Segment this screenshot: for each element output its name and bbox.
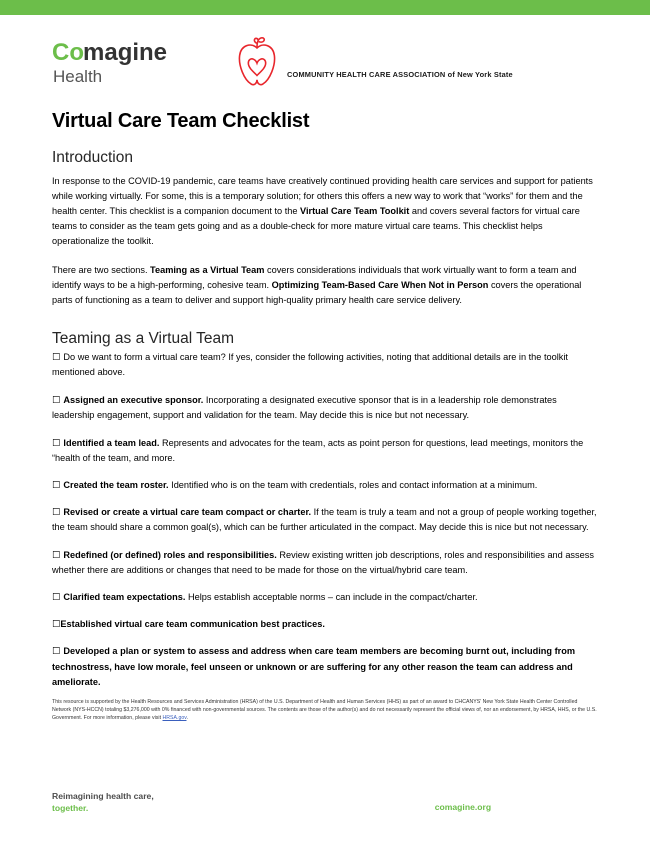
disclaimer-text-end: . <box>186 714 188 721</box>
intro-p2-bold-2: Optimizing Team-Based Care When Not in Person <box>271 279 489 290</box>
comagine-website-link[interactable]: comagine.org <box>434 802 492 812</box>
checklist-item-text: Represents and advocates for the team, acts as point person for questions, lead meetings, monitors the “health of the team, and more. <box>52 437 584 463</box>
footer-banner <box>0 785 650 841</box>
hrsa-link[interactable]: HRSA.gov <box>162 714 187 721</box>
checkbox-icon[interactable]: ☐ <box>52 351 61 363</box>
checklist-item[interactable] <box>52 548 598 578</box>
checklist-item-text: Do we want to form a virtual care team? If yes, consider the following activities, noting that additional details are in the toolkit mentioned above. <box>52 351 568 378</box>
checklist-item-lead: Developed a plan or system to assess and address when care team members are becoming burnt out, including from technostress, have low morale, feel unseen or unknown or are suffering for any other reason the team can address and ameliorate. <box>52 646 575 687</box>
apple-heart-icon <box>235 35 279 87</box>
checklist-item[interactable] <box>52 505 598 535</box>
introduction-heading: Introduction <box>52 149 133 166</box>
funding-disclaimer <box>52 699 598 723</box>
checklist-item-lead: Assigned an executive sponsor. <box>63 395 204 406</box>
page-title: Virtual Care Team Checklist <box>52 110 310 132</box>
intro-p1-part-b: and covers several factors for virtual care teams to consider as the team gets going and as a double-check for more mature virtual care teams. This checklist helps operationalize the toolkit. <box>52 206 580 247</box>
checkbox-icon[interactable]: ☐ <box>52 437 61 449</box>
checkbox-icon[interactable]: ☐ <box>52 395 61 407</box>
chcanys-logo-text: COMMUNITY HEALTH CARE ASSOCIATION of New York State <box>287 70 513 79</box>
checklist-item-text: Incorporating a designated executive sponsor that is in a leadership role demonstrates leadership engagement, support and validation for the team. May decide this is nice but not necessary. <box>52 395 557 421</box>
checklist-item[interactable] <box>52 478 598 493</box>
checklist-item-lead: Clarified team expectations. <box>63 592 186 603</box>
checkbox-icon[interactable]: ☐ <box>52 549 61 561</box>
checklist-item-text: Review existing written job descriptions, roles and responsibilities and assess whether there are additions or changes that need to be made for those on the virtual/hybrid care team. <box>52 549 594 575</box>
disclaimer-text: This resource is supported by the Health Resources and Services Administration (HRSA) of the U.S. Department of Health and Human Services (HHS) as part of an award to CHCANYS’ New York State Health Center Controlled Network (NYS-HCCN) totaling $3,276,000 with 0% financed with non-governmental sources. The contents are those of the author(s) and do not necessarily represent the official views of, nor an endorsement, by HRSA, HHS, or the U.S. Government. For more information, please visit <box>52 699 597 721</box>
checklist-item-lead: Established virtual care team communication best practices. <box>60 619 325 630</box>
checklist-item-text: If the team is truly a team and not a group of people working together, the team should share a common goal(s), which can be further articulated in the compact. May decide this is nice but not necessary. <box>52 507 597 533</box>
checklist-item[interactable] <box>52 617 598 632</box>
checkbox-icon[interactable]: ☐ <box>52 646 61 658</box>
checklist-item-lead: Identified a team lead. <box>63 437 160 448</box>
page-content <box>0 25 650 723</box>
checklist-item-lead: Redefined (or defined) roles and responsibilities. <box>63 549 277 560</box>
intro-p1-part-a: In response to the COVID-19 pandemic, care teams have creatively continued providing health care services and support for patients while working virtually. For some, this is a temporary solution; for others this offers a new way to work that “works” for them and the health center. This checklist is a companion document to the <box>52 175 593 216</box>
section-heading-teaming: Teaming as a Virtual Team <box>52 330 235 348</box>
intro-paragraph-1 <box>52 174 598 250</box>
checklist-item[interactable] <box>52 590 598 605</box>
checkbox-icon[interactable]: ☐ <box>52 480 61 492</box>
checklist-item-text: Identified who is on the team with credentials, roles and contact information at a minimum. <box>168 480 538 491</box>
intro-p2-bold-1: Teaming as a Virtual Team <box>150 264 265 275</box>
svg-text:magine: magine <box>83 39 168 66</box>
checklist-item[interactable] <box>52 393 598 423</box>
comagine-health-logo <box>52 36 192 86</box>
checklist-item-lead: Created the team roster. <box>63 480 169 491</box>
intro-p2-part-b: covers considerations individuals that work virtually want to form a team and identify ways to be a high-performing, cohesive team. <box>52 264 577 290</box>
checkbox-icon[interactable]: ☐ <box>52 507 61 519</box>
top-green-bar <box>0 0 650 15</box>
tagline-line-1: Reimagining health care, <box>52 791 154 801</box>
svg-text:Co: Co <box>52 39 84 66</box>
comagine-tagline <box>52 791 154 814</box>
intro-paragraph-2 <box>52 263 598 309</box>
checkbox-icon[interactable]: ☐ <box>52 592 61 604</box>
svg-text:Health: Health <box>53 67 103 86</box>
checklist-item[interactable] <box>52 350 598 380</box>
checklist-item-text: Helps establish acceptable norms – can include in the compact/charter. <box>185 592 478 603</box>
checkbox-icon[interactable]: ☐ <box>52 619 61 631</box>
chcanys-logo-block <box>235 35 513 87</box>
checklist-item[interactable] <box>52 644 598 690</box>
intro-p2-part-c: covers the operational parts of functioning as a team to deliver and support high-quality primary health care service delivery. <box>52 279 582 306</box>
checklist-item[interactable] <box>52 436 598 466</box>
document-header <box>52 25 598 97</box>
intro-p1-bold: Virtual Care Team Toolkit <box>300 206 410 216</box>
checklist-item-lead: Revised or create a virtual care team compact or charter. <box>63 507 312 518</box>
intro-p2-part-a: There are two sections. <box>52 264 151 275</box>
tagline-line-2: together. <box>52 802 89 813</box>
